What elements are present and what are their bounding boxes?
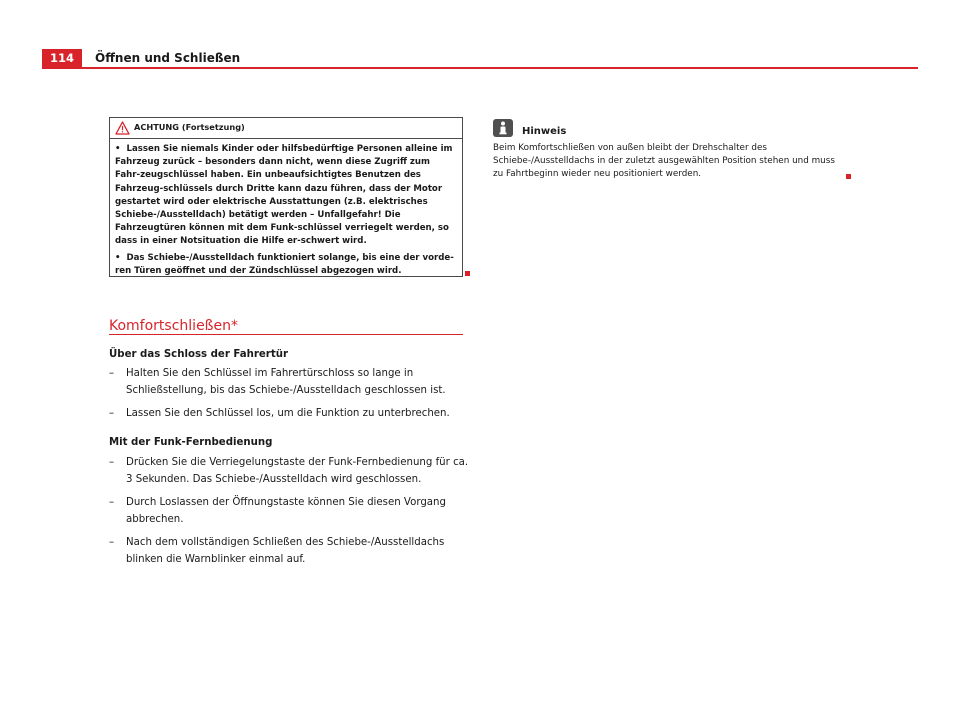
- bullet: •: [115, 252, 121, 263]
- warning-item: [115, 252, 456, 278]
- dash: –: [109, 457, 115, 468]
- dash: –: [109, 408, 115, 419]
- step-text: Durch Loslassen der Öffnungstaste können Sie diesen Vorgang abbrechen.: [126, 497, 446, 525]
- warning-title: ACHTUNG (Fortsetzung): [134, 122, 245, 132]
- sub-heading: Über das Schloss der Fahrertür: [109, 349, 288, 360]
- end-marker: [465, 271, 470, 276]
- warning-triangle-icon: [115, 121, 130, 135]
- step-text: Nach dem vollständigen Schließen des Schiebe-/Ausstelldachs blinken die Warnblinker einmal auf.: [126, 537, 445, 565]
- warning-item: [115, 143, 456, 249]
- info-glyph-icon: [493, 119, 513, 137]
- header-rule: [42, 67, 918, 69]
- step-item: [109, 366, 469, 399]
- warning-body: [110, 139, 462, 278]
- note-text: Beim Komfortschließen von außen bleibt der Drehschalter des Schiebe-/Ausstelldachs in der zuletzt ausgewählten Position stehen und muss zu Fahrtbeginn wieder neu positioniert werden.: [493, 143, 835, 180]
- warning-header: [110, 118, 462, 139]
- step-item: [109, 455, 469, 488]
- dash: –: [109, 368, 115, 379]
- step-text: Halten Sie den Schlüssel im Fahrertürschloss so lange in Schließstellung, bis das Schiebe-/Ausstelldach geschlossen ist.: [126, 368, 446, 396]
- note-title: Hinweis: [522, 126, 567, 137]
- step-item: [109, 495, 469, 528]
- section-rule: [109, 334, 463, 335]
- warning-item-text: Lassen Sie niemals Kinder oder hilfsbedürftige Personen alleine im Fahrzeug zurück – besonders dann nicht, wenn diese Zugriff zum Fahr-zeugschlüssel haben. Ein unbeaufsichtigtes Benutzen des Fahrzeug-schlüssels durch Dritte kann dazu führen, dass der Motor gestartet wird oder elektrische Ausstattungen (z.B. elektrisches Schiebe-/Ausstelldach) betätigt werden – Unfallgefahr! Die Fahrzeugtüren können mit dem Funk-schlüssel verriegelt werden, so dass in einer Notsituation die Hilfe er-schwert wird.: [115, 144, 453, 247]
- info-icon: [493, 119, 513, 137]
- warning-box: [109, 117, 463, 277]
- section-title: Komfortschließen*: [109, 318, 238, 334]
- step-text: Drücken Sie die Verriegelungstaste der Funk-Fernbedienung für ca. 3 Sekunden. Das Schiebe-/Ausstelldach wird geschlossen.: [126, 457, 469, 485]
- running-title: Öffnen und Schließen: [95, 51, 241, 65]
- end-marker: [846, 174, 851, 179]
- page-number: 114: [42, 49, 82, 68]
- step-item: [109, 535, 469, 568]
- warning-item-text: Das Schiebe-/Ausstelldach funktioniert solange, bis eine der vorde-ren Türen geöffnet und der Zündschlüssel abgezogen wird.: [115, 252, 454, 276]
- step-item: [109, 406, 469, 423]
- bullet: •: [115, 144, 121, 154]
- dash: –: [109, 537, 115, 548]
- step-text: Lassen Sie den Schlüssel los, um die Funktion zu unterbrechen.: [126, 408, 450, 419]
- dash: –: [109, 497, 115, 508]
- sub-heading: Mit der Funk-Fernbedienung: [109, 437, 273, 448]
